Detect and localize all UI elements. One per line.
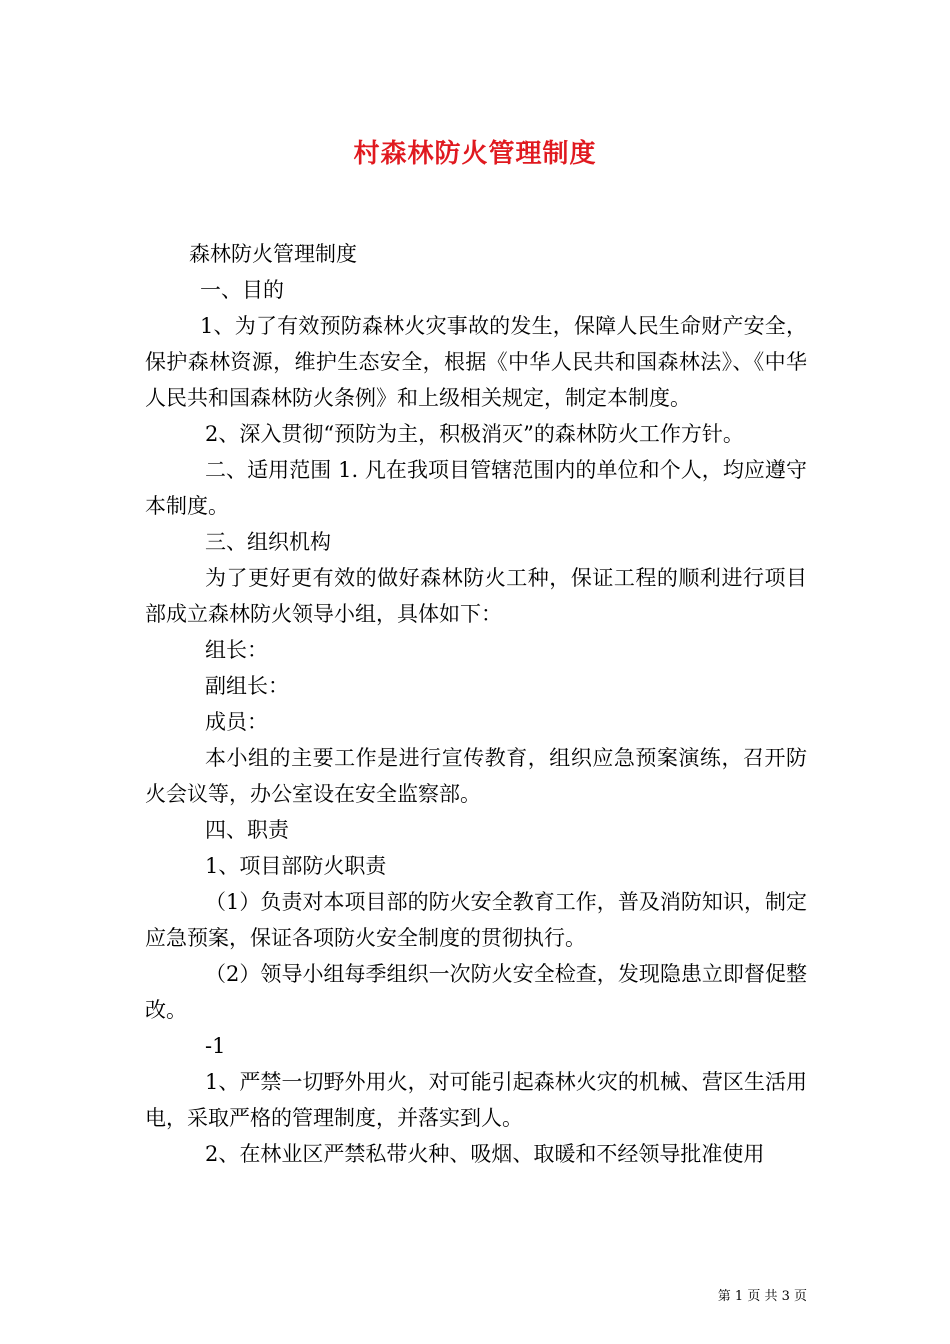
- paragraph: （2）领导小组每季组织一次防火安全检查，发现隐患立即督促整改。: [145, 962, 807, 1022]
- paragraph: 2、深入贯彻“预防为主，积极消灭”的森林防火工作方针。: [205, 422, 744, 446]
- paragraph: 副组长：: [205, 674, 289, 698]
- paragraph: 1、严禁一切野外用火，对可能引起森林火灾的机械、营区生活用电，采取严格的管理制度，并落实到人。: [145, 1070, 807, 1130]
- paragraph: 2、在林业区严禁私带火种、吸烟、取暖和不经领导批准使用: [205, 1142, 765, 1166]
- section-organization-heading: 三、组织机构: [205, 530, 331, 554]
- paragraph: 1、为了有效预防森林火灾事故的发生，保障人民生命财产安全，保护森林资源，维护生态安全，根据《中华人民共和国森林法》、《中华人民共和国森林防火条例》和上级相关规定，制定本制度。: [145, 314, 807, 410]
- paragraph: 为了更好更有效的做好森林防火工种，保证工程的顺利进行项目部成立森林防火领导小组，具体如下：: [145, 566, 807, 626]
- paragraph: 成员：: [205, 710, 268, 734]
- paragraph: 本小组的主要工作是进行宣传教育，组织应急预案演练，召开防火会议等，办公室设在安全监察部。: [145, 746, 807, 806]
- section-duties-heading: 四、职责: [205, 818, 289, 842]
- paragraph: -1: [205, 1034, 226, 1058]
- section-purpose-heading: 一、目的: [200, 278, 284, 302]
- paragraph-heading: 森林防火管理制度: [189, 242, 357, 266]
- paragraph: 1、项目部防火职责: [205, 854, 387, 878]
- paragraph: 二、适用范围 1. 凡在我项目管辖范围内的单位和个人，均应遵守本制度。: [145, 458, 807, 518]
- document-body: [145, 236, 807, 1172]
- page-number: 第 1 页 共 3 页: [717, 1289, 807, 1304]
- paragraph: 组长：: [205, 638, 268, 662]
- paragraph: （1）负责对本项目部的防火安全教育工作，普及消防知识，制定应急预案，保证各项防火安全制度的贯彻执行。: [145, 890, 807, 950]
- document-title: 村森林防火管理制度: [353, 139, 597, 169]
